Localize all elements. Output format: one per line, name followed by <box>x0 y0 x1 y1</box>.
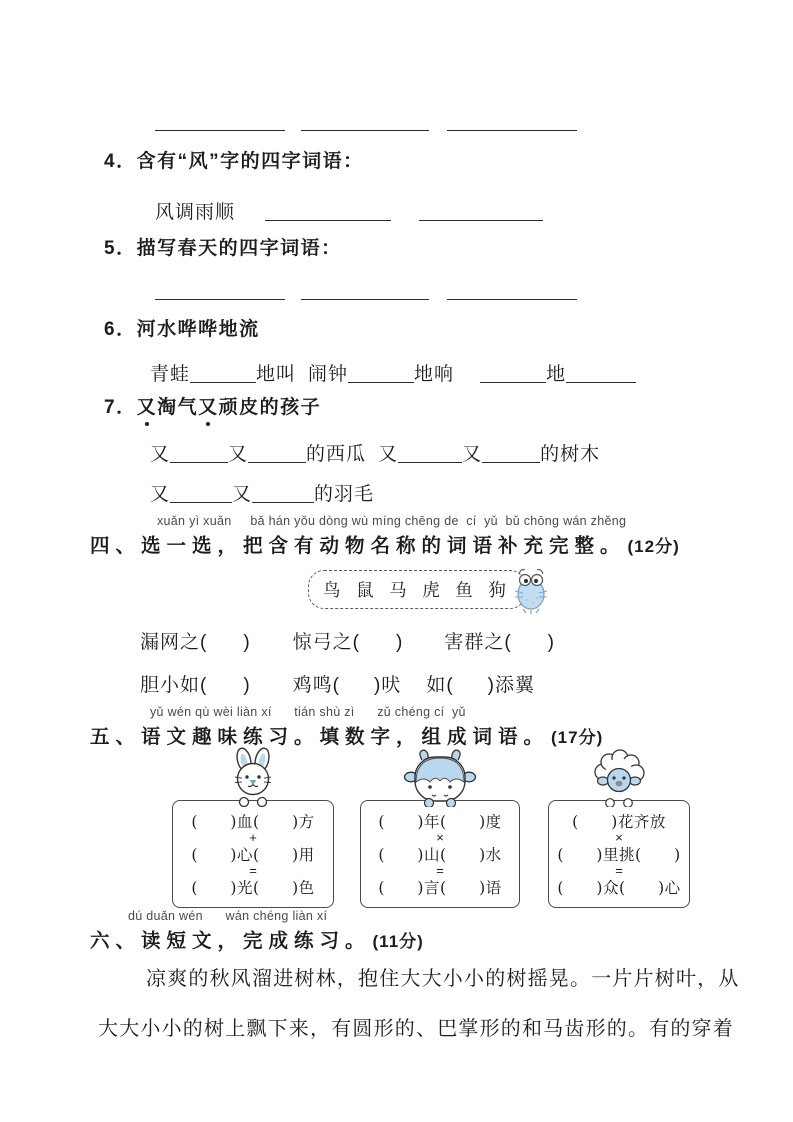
section-4-pinyin: xuǎn yì xuǎn bǎ hán yǒu dòng wù míng chēng de cí yǔ bǔ chōng wán zhěng <box>157 514 627 528</box>
equals-operator: = <box>249 862 257 878</box>
puzzle-box-cow <box>360 749 520 908</box>
multiply-operator: × <box>615 829 623 845</box>
puzzle-3-row-2: ( )里挑( ) <box>557 846 681 864</box>
puzzle-2-row-1: ( )年( )度 <box>378 813 502 831</box>
section-5-title: 五、语文趣味练习。填数字，组成词语。 <box>90 726 550 748</box>
multiply-operator: × <box>436 829 444 845</box>
puzzle-3-row-1: ( )花齐放 <box>572 813 666 831</box>
cow-icon <box>402 749 478 807</box>
section-4-header <box>90 530 680 558</box>
section-4-title: 四、选一选，把含有动物名称的词语补充完整。 <box>90 535 626 557</box>
section-5-score: (17分) <box>551 728 604 747</box>
sheep-icon <box>586 748 652 807</box>
puzzle-grid-2 <box>360 800 520 908</box>
question-4-answer-line: 风调雨顺 <box>155 197 543 224</box>
passage-line-2: 大大小小的树上飘下来，有圆形的、巴掌形的和马齿形的。有的穿着 <box>98 1016 734 1040</box>
puzzle-box-rabbit <box>172 747 334 908</box>
question-5-title: 5．描写春天的四字词语： <box>104 238 342 259</box>
question-4-title: 4．含有“风”字的四字词语： <box>104 151 364 172</box>
section-5-pinyin: yǔ wén qù wèi liàn xí tián shù zì zǔ chéng cí yǔ <box>150 705 466 719</box>
section-4-score: (12分) <box>627 537 680 556</box>
question-7-answer-line-2: 又 又 的羽毛 <box>150 484 375 505</box>
puzzle-1-row-2: ( )心( )用 <box>191 846 315 864</box>
section-4-idiom-row-1: 漏网之( ) 惊弓之( ) 害群之( ) <box>140 632 555 653</box>
rabbit-icon <box>225 747 281 807</box>
puzzle-2-row-3: ( )言( )语 <box>378 879 502 897</box>
section-6-score: (11分) <box>372 932 424 951</box>
question-7-answer-line-1: 又 又 的西瓜 又 又 的树木 <box>150 444 601 465</box>
question-6-answer-line: 青蛙 地叫 闹钟 地响 地 <box>150 359 636 386</box>
puzzle-3-row-3: ( )众( )心 <box>557 879 681 897</box>
plus-operator: + <box>249 829 257 845</box>
question-6-title: 6．河水哗哗地流 <box>104 319 260 340</box>
question-5-blank-row <box>155 281 577 303</box>
animal-word-bank: 鸟 鼠 马 虎 鱼 狗 <box>308 570 526 609</box>
section-4-idiom-row-2: 胆小如( ) 鸡鸣( )吠 如( )添翼 <box>140 675 535 696</box>
section-6-pinyin: dú duǎn wén wán chéng liàn xí <box>128 909 328 923</box>
puzzle-1-row-3: ( )光( )色 <box>191 879 315 897</box>
question-7-title: 7．又淘气又顽皮的孩子 <box>104 392 321 419</box>
equals-operator: = <box>436 862 444 878</box>
puzzle-1-row-1: ( )血( )方 <box>191 813 315 831</box>
section-6-header <box>90 925 424 953</box>
section-5-header <box>90 721 603 749</box>
passage-line-1: 凉爽的秋风溜进树林，抱住大大小小的树摇晃。一片片树叶，从 <box>146 966 740 990</box>
section-6-title: 六、读短文，完成练习。 <box>90 930 371 952</box>
puzzle-box-sheep <box>548 748 690 908</box>
blue-mouse-icon <box>511 564 555 614</box>
puzzle-2-row-2: ( )山( )水 <box>378 846 502 864</box>
equals-operator: = <box>615 862 623 878</box>
puzzle-grid-3 <box>548 800 690 908</box>
q3-blank-row <box>155 112 577 134</box>
puzzle-grid-1 <box>172 800 334 908</box>
